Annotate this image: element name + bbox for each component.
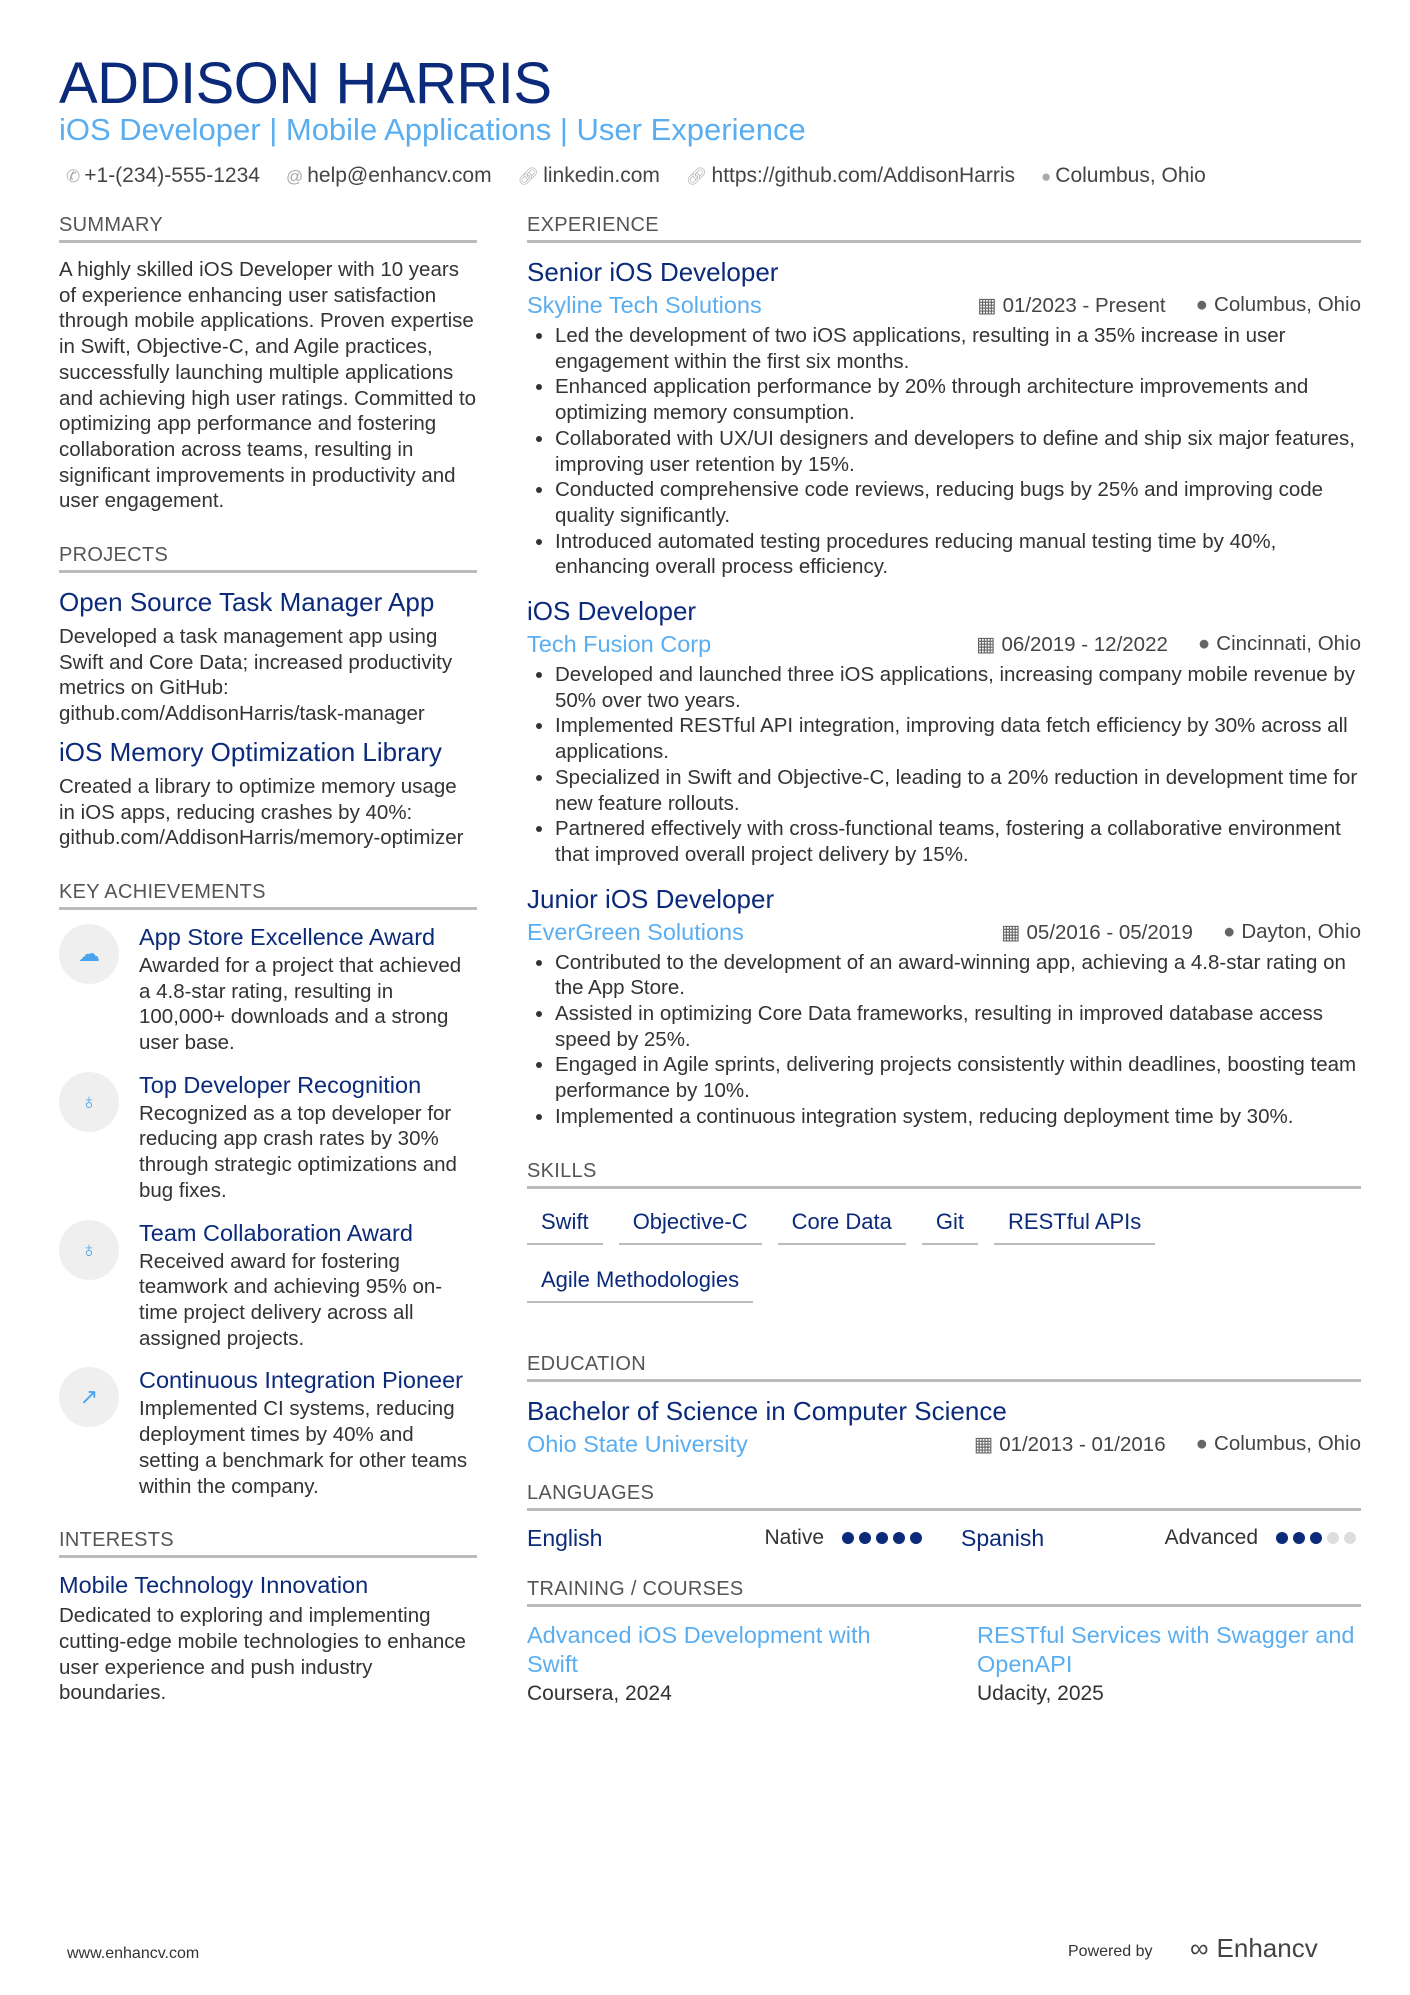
location-icon: ● — [1195, 1431, 1209, 1455]
bullet: • Contributed to the development of an award-winning app, achieving a 4.8-star rating on the App Store. — [555, 950, 1361, 1001]
bullet: • Conducted comprehensive code reviews, reducing bugs by 25% and improving code quality significantly. — [555, 477, 1361, 528]
location-icon: ● — [1222, 919, 1236, 943]
training-list — [527, 1621, 1361, 1707]
achievement-text: Recognized as a top developer for reducing app crash rates by 30% through strategic optimizations and bug fixes. — [139, 1101, 457, 1202]
location-icon: ● — [1041, 167, 1052, 186]
calendar-icon: ▦ — [973, 1432, 994, 1456]
bullet: • Implemented RESTful API integration, improving data fetch efficiency by 30% across all applications. — [555, 713, 1361, 764]
skill-tag: Agile Methodologies — [527, 1261, 753, 1303]
summary-text: A highly skilled iOS Developer with 10 years of experience enhancing user satisfaction through mobile applications. Proven expertise in Swift, Objective-C, and Agile practices, successfully launching multiple applications and achieving high user ratings. Committed to optimizing app performance and fostering collaboration across teams, resulting in significant improvements in productivity and user engagement. — [59, 258, 477, 513]
location-icon: ● — [1195, 293, 1209, 316]
bullet: • Led the development of two iOS applications, resulting in a 35% increase in user engagement within the first six months. — [555, 323, 1361, 374]
job-title: iOS Developer — [527, 596, 697, 627]
course-provider: Coursera, 2024 — [527, 1681, 672, 1705]
contact-github[interactable]: 🔗︎ https://github.com/AddisonHarris — [685, 164, 1015, 187]
course-item — [977, 1621, 1357, 1707]
bullet: • Engaged in Agile sprints, delivering projects consistently within deadlines, boosting team performance by 10%. — [555, 1052, 1361, 1103]
company-name: EverGreen Solutions — [527, 918, 744, 945]
language-name: English — [527, 1524, 603, 1551]
contact-bar — [66, 164, 1206, 188]
candidate-subtitle: iOS Developer | Mobile Applications | User Experience — [59, 112, 806, 147]
skill-tag: Swift — [527, 1203, 603, 1245]
job-location: Cincinnati, Ohio — [1216, 632, 1361, 656]
left-column — [59, 214, 477, 1706]
contact-linkedin[interactable]: 🔗︎ linkedin.com — [517, 164, 660, 187]
job-entry — [527, 257, 1361, 580]
achievement-item — [59, 1072, 477, 1204]
achievement-title: Team Collaboration Award — [139, 1219, 413, 1246]
project-text: Developed a task management app using Swift and Core Data; increased productivity metrics on GitHub: github.com/AddisonHarris/task-manager — [59, 625, 453, 726]
location-icon: ● — [1197, 632, 1211, 656]
languages-list — [527, 1525, 1361, 1552]
interest-text: Dedicated to exploring and implementing cutting-edge mobile technologies to enhance user experience and push industry boundaries. — [59, 1604, 466, 1705]
bullet: • Specialized in Swift and Objective-C, leading to a 20% reduction in development time for new feature rollouts. — [555, 765, 1361, 816]
language-rating — [842, 1526, 927, 1550]
candidate-name: ADDISON HARRIS — [59, 51, 552, 116]
language-item — [527, 1525, 927, 1552]
skill-tag: Objective-C — [619, 1203, 762, 1245]
bullet: • Collaborated with UX/UI designers and developers to define and ship six major features, improving user retention by 15%. — [555, 426, 1361, 477]
brain-icon: ☁ — [59, 924, 119, 984]
job-dates: 06/2019 - 12/2022 — [1001, 633, 1168, 657]
project-item — [59, 587, 477, 727]
skill-tag: Core Data — [778, 1203, 906, 1245]
achievement-text: Awarded for a project that achieved a 4.8-star rating, resulting in 100,000+ downloads and a strong user base. — [139, 953, 462, 1055]
skills-list — [527, 1203, 1361, 1303]
section-header-achievements: KEY ACHIEVEMENTS — [59, 881, 477, 910]
section-header-summary: SUMMARY — [59, 214, 477, 243]
strategy-icon: ↗ — [59, 1367, 119, 1427]
section-header-interests: INTERESTS — [59, 1529, 477, 1558]
job-entry — [527, 884, 1361, 1130]
achievement-item — [59, 924, 477, 1056]
project-title: Open Source Task Manager App — [59, 587, 435, 618]
link-icon: 🔗︎ — [517, 167, 540, 186]
section-header-projects: PROJECTS — [59, 544, 477, 573]
skill-tag: RESTful APIs — [994, 1203, 1155, 1245]
company-name: Skyline Tech Solutions — [527, 292, 762, 318]
achievement-item — [59, 1367, 477, 1499]
section-header-education: EDUCATION — [527, 1353, 1361, 1382]
language-level: Native — [764, 1526, 824, 1550]
bullet: • Partnered effectively with cross-functional teams, fostering a collaborative environment that improved overall project delivery by 15%. — [555, 816, 1361, 867]
project-text: Created a library to optimize memory usage in iOS apps, reducing crashes by 40%: github.com/AddisonHarris/memory-optimizer — [59, 774, 464, 850]
infinity-icon: ∞ — [1190, 1933, 1209, 1963]
edu-dates: 01/2013 - 01/2016 — [999, 1432, 1166, 1456]
language-item — [961, 1525, 1361, 1552]
language-rating — [1276, 1526, 1361, 1550]
bullet: • Enhanced application performance by 20% through architecture improvements and optimizing memory consumption. — [555, 374, 1361, 425]
enhancv-logo[interactable]: ∞ Enhancv — [1190, 1933, 1318, 1963]
bullet: • Assisted in optimizing Core Data frameworks, resulting in improved database access speed by 25%. — [555, 1001, 1361, 1052]
job-title: Senior iOS Developer — [527, 257, 779, 287]
calendar-icon: ▦ — [976, 633, 996, 657]
right-column — [527, 214, 1361, 1706]
calendar-icon: ▦ — [977, 294, 997, 317]
at-icon: @ — [285, 167, 304, 186]
project-title: iOS Memory Optimization Library — [59, 736, 442, 767]
bullet: • Developed and launched three iOS applications, increasing company mobile revenue by 50% over two years. — [555, 662, 1361, 713]
company-name: Tech Fusion Corp — [527, 631, 712, 658]
course-item — [527, 1621, 897, 1707]
lightbulb-icon: ♁ — [59, 1220, 119, 1280]
contact-phone: ✆ +1-(234)-555-1234 — [66, 164, 260, 187]
calendar-icon: ▦ — [1001, 920, 1021, 944]
achievement-text: Implemented CI systems, reducing deployment times by 40% and setting a benchmark for other teams within the company. — [139, 1397, 468, 1498]
edu-location: Columbus, Ohio — [1214, 1431, 1361, 1455]
job-location: Dayton, Ohio — [1241, 919, 1361, 943]
job-bullets — [527, 662, 1361, 868]
footer-powered-by: Powered by — [1068, 1943, 1153, 1960]
achievement-title: App Store Excellence Award — [139, 923, 436, 950]
achievement-title: Continuous Integration Pioneer — [139, 1367, 463, 1394]
bullet: • Introduced automated testing procedures reducing manual testing time by 40%, enhancing overall process efficiency. — [555, 529, 1361, 580]
link-icon: 🔗︎ — [685, 167, 708, 186]
lightbulb-icon: ♁ — [59, 1072, 119, 1132]
job-location: Columbus, Ohio — [1214, 293, 1361, 316]
course-title: RESTful Services with Swagger and OpenAPI — [977, 1621, 1355, 1677]
interest-title: Mobile Technology Innovation — [59, 1572, 369, 1599]
job-entry — [527, 596, 1361, 868]
achievement-title: Top Developer Recognition — [139, 1071, 422, 1098]
language-name: Spanish — [961, 1524, 1045, 1551]
job-dates: 01/2023 - Present — [1002, 294, 1166, 317]
job-bullets — [527, 323, 1361, 580]
contact-email[interactable]: @ help@enhancv.com — [285, 164, 492, 187]
school-name: Ohio State University — [527, 1430, 748, 1457]
section-header-languages: LANGUAGES — [527, 1482, 1361, 1511]
bullet: • Implemented a continuous integration system, reducing deployment time by 30%. — [555, 1104, 1361, 1130]
job-bullets — [527, 950, 1361, 1130]
project-item — [59, 737, 477, 851]
contact-location: ● Columbus, Ohio — [1041, 164, 1206, 187]
section-header-experience: EXPERIENCE — [527, 214, 1361, 243]
section-header-skills: SKILLS — [527, 1160, 1361, 1189]
achievement-item — [59, 1220, 477, 1352]
course-title: Advanced iOS Development with Swift — [527, 1621, 871, 1677]
course-provider: Udacity, 2025 — [977, 1681, 1104, 1705]
achievement-text: Received award for fostering teamwork and achieving 95% on-time project delivery across all assigned projects. — [139, 1249, 443, 1350]
degree-title: Bachelor of Science in Computer Science — [527, 1395, 1007, 1426]
language-level: Advanced — [1164, 1526, 1258, 1550]
footer-website[interactable]: www.enhancv.com — [67, 1945, 200, 1962]
job-dates: 05/2016 - 05/2019 — [1026, 920, 1193, 944]
job-title: Junior iOS Developer — [527, 883, 775, 914]
section-header-training: TRAINING / COURSES — [527, 1578, 1361, 1607]
phone-icon: ✆ — [66, 167, 81, 186]
skill-tag: Git — [922, 1203, 978, 1245]
